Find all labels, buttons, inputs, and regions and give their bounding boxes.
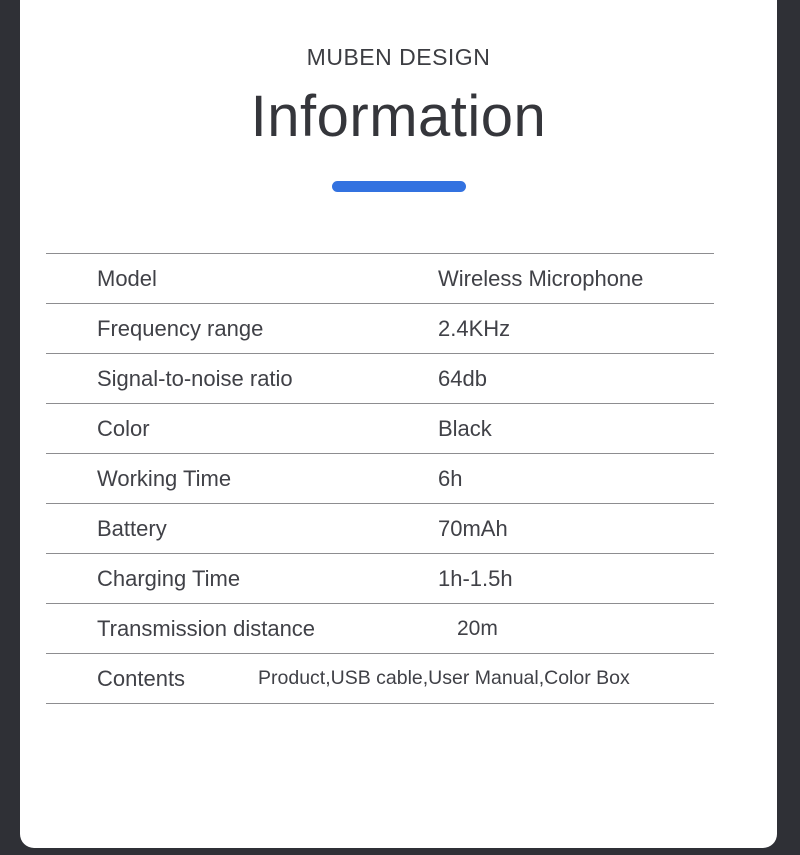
spec-label: Battery — [97, 515, 167, 541]
spec-label: Signal-to-noise ratio — [97, 365, 293, 391]
page-title: Information — [250, 84, 547, 149]
spec-label: Charging Time — [97, 565, 241, 591]
table-row-working-time — [46, 454, 714, 504]
spec-value: Product,USB cable,User Manual,Color Box — [258, 667, 630, 689]
table-row-frequency-range — [46, 304, 714, 354]
spec-value: 2.4KHz — [438, 315, 511, 341]
spec-label: Transmission distance — [97, 615, 316, 641]
spec-value: 64db — [438, 365, 487, 391]
spec-value: 20m — [457, 616, 498, 640]
table-row-model — [46, 254, 714, 304]
table-row-battery — [46, 504, 714, 554]
spec-label: Color — [97, 415, 150, 441]
table-row-charging-time — [46, 554, 714, 604]
spec-label: Frequency range — [97, 315, 264, 341]
spec-value: Wireless Microphone — [438, 265, 644, 291]
table-row-contents — [46, 654, 714, 704]
spec-value: 70mAh — [438, 515, 508, 541]
spec-table — [46, 253, 714, 704]
table-row-color — [46, 404, 714, 454]
title-underline-bar — [332, 181, 466, 192]
table-row-signal-to-noise — [46, 354, 714, 404]
spec-value: 6h — [438, 465, 463, 491]
spec-label: Contents — [97, 665, 186, 691]
product-info-card — [20, 0, 777, 848]
spec-label: Working Time — [97, 465, 232, 491]
table-row-transmission-distance — [46, 604, 714, 654]
brand-text: MUBEN DESIGN — [306, 44, 491, 70]
spec-value: Black — [438, 415, 492, 441]
spec-label: Model — [97, 265, 157, 291]
spec-value: 1h-1.5h — [438, 565, 513, 591]
